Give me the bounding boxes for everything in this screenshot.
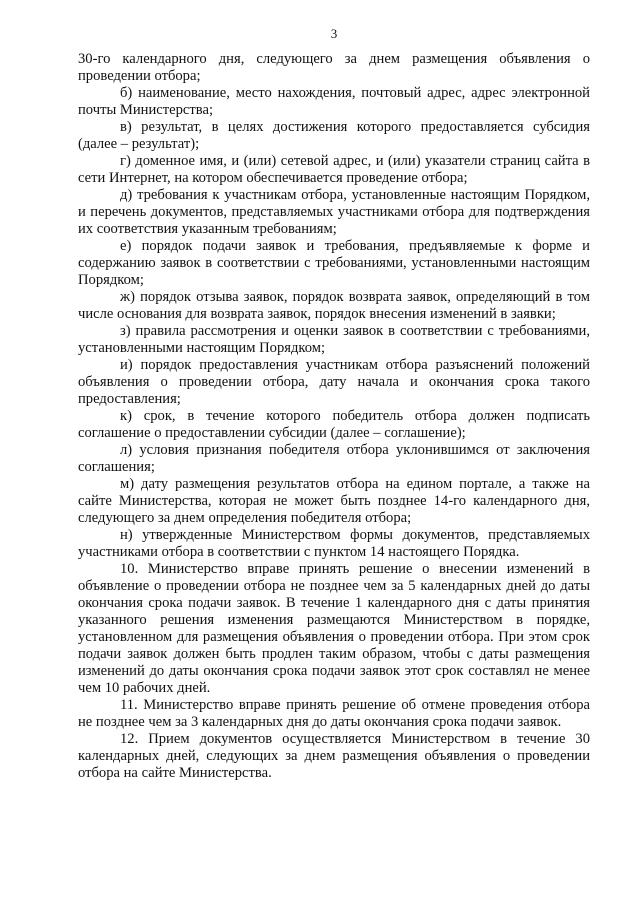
document-body	[78, 51, 590, 782]
paragraph-item-e: е) порядок подачи заявок и требования, предъявляемые к форме и содержанию заявок в соответствии с требованиями, установленными настоящим Порядком;	[78, 238, 590, 288]
paragraph-item-k: к) срок, в течение которого победитель отбора должен подписать соглашение о предоставлении субсидии (далее – соглашение);	[78, 408, 590, 441]
paragraph-item-i: и) порядок предоставления участникам отбора разъяснений положений объявления о проведении отбора, дату начала и окончания срока такого предоставления;	[78, 357, 590, 407]
paragraph-item-v: в) результат, в целях достижения которого предоставляется субсидия (далее – результат);	[78, 119, 590, 152]
paragraph-item-d: д) требования к участникам отбора, установленные настоящим Порядком, и перечень документов, представляемых участниками отбора для подтверждения их соответствия указанным требованиям;	[78, 187, 590, 237]
paragraph-item-zh: ж) порядок отзыва заявок, порядок возврата заявок, определяющий в том числе основания для возврата заявок, порядок внесения изменений в заявки;	[78, 289, 590, 322]
paragraph-item-b: б) наименование, место нахождения, почтовый адрес, адрес электронной почты Министерства;	[78, 85, 590, 118]
paragraph-clause-11: 11. Министерство вправе принять решение об отмене проведения отбора не позднее чем за 3 календарных дня до даты окончания срока подачи заявок.	[78, 697, 590, 730]
paragraph-item-l: л) условия признания победителя отбора уклонившимся от заключения соглашения;	[78, 442, 590, 475]
paragraph-item-m: м) дату размещения результатов отбора на едином портале, а также на сайте Министерства, которая не может быть позднее 14-го календарного дня, следующего за днем определения победителя отбора;	[78, 476, 590, 526]
paragraph-item-z: з) правила рассмотрения и оценки заявок в соответствии с требованиями, установленными настоящим Порядком;	[78, 323, 590, 356]
paragraph-clause-10: 10. Министерство вправе принять решение о внесении изменений в объявление о проведении отбора не позднее чем за 5 календарных дней до даты окончания срока подачи заявок. В течение 1 календарного дня с даты принятия указанного решения изменения размещаются Министерством в порядке, установленном для размещения объявления о проведении отбора. При этом срок подачи заявок должен быть продлен таким образом, чтобы с даты размещения изменений до даты окончания срока подачи заявок этот срок составлял не менее чем 10 рабочих дней.	[78, 561, 590, 696]
paragraph-clause-12: 12. Прием документов осуществляется Министерством в течение 30 календарных дней, следующих за днем размещения объявления о проведении отбора на сайте Министерства.	[78, 731, 590, 781]
paragraph-item-n: н) утвержденные Министерством формы документов, представляемых участниками отбора в соответствии с пунктом 14 настоящего Порядка.	[78, 527, 590, 560]
paragraph-item-g: г) доменное имя, и (или) сетевой адрес, и (или) указатели страниц сайта в сети Интернет, на котором обеспечивается проведение отбора;	[78, 153, 590, 186]
page-number: 3	[330, 26, 338, 41]
paragraph-continuation: 30-го календарного дня, следующего за днем размещения объявления о проведении отбора;	[78, 51, 590, 84]
